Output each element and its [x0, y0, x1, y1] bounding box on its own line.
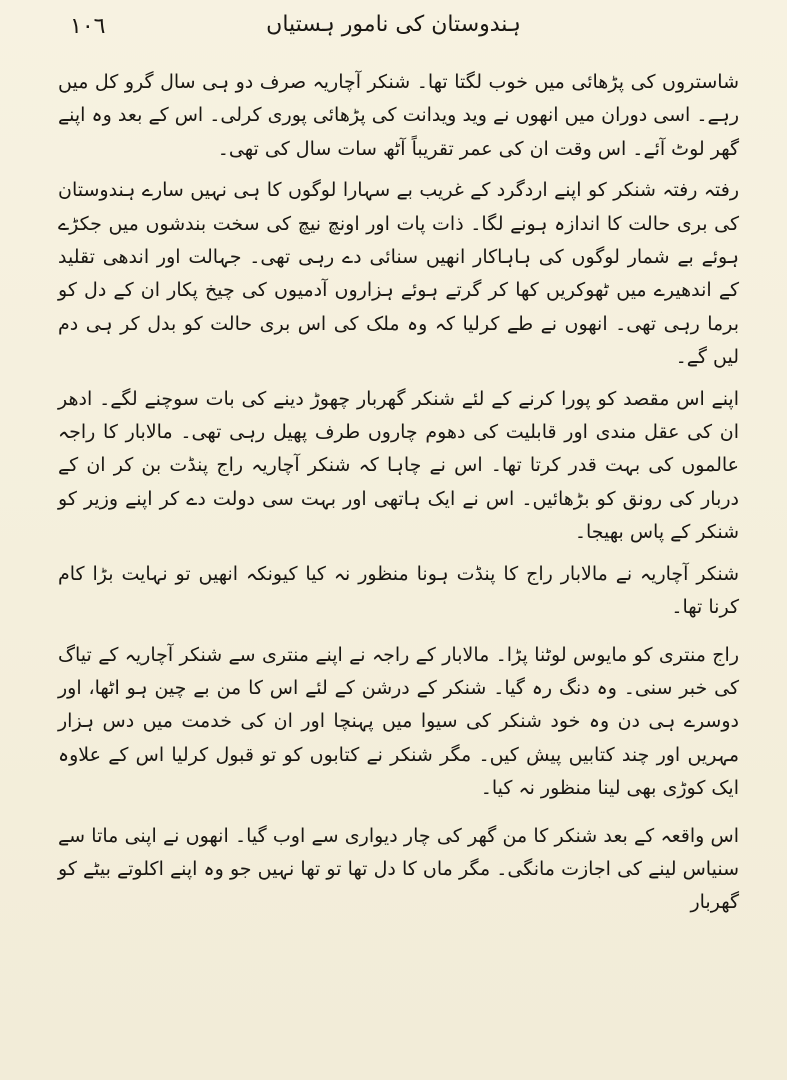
page-header — [40, 8, 747, 52]
paragraph: اپنے اس مقصد کو پورا کرنے کے لئے شنکر گھربار چھوڑ دینے کی بات سوچنے لگے۔ ادھر ان کی عقل مندی اور قابلیت کی دھوم چاروں طرف پھیل رہی تھی۔ مالابار کا راجہ عالموں کی بہت قدر کرتا تھا۔ اس نے چاہا کہ شنکر آچاریہ راج پنڈت بن کر ان کے دربار کی رونق کو بڑھائیں۔ اس نے ایک ہاتھی اور بہت سی دولت دے کر اپنے وزیر کو شنکر کے پاس بھیجا۔ — [58, 387, 739, 544]
paragraph: شاستروں کی پڑھائی میں خوب لگتا تھا۔ شنکر آچاریہ صرف دو ہی سال گرو کل میں رہے۔ اسی دوران میں انھوں نے وید ویدانت کی پڑھائی پوری کرلی۔ اس کے بعد وہ اپنے گھر لوٹ آئے۔ اس وقت ان کی عمر تقریباً آٹھ سات سال کی تھی۔ — [58, 71, 739, 160]
page-number: ١٠٦ — [70, 14, 106, 39]
body-text — [58, 66, 739, 926]
running-title: ہندوستان کی نامور ہستیاں — [266, 12, 521, 37]
paragraph: شنکر آچاریہ نے مالابار راج کا پنڈت ہونا منظور نہ کیا کیونکہ انھیں تو نہایت بڑا کام کرنا تھا۔ — [58, 562, 739, 619]
paragraph: راج منتری کو مایوس لوٹنا پڑا۔ مالابار کے راجہ نے اپنے منتری سے شنکر آچاریہ کے تیاگ کی خبر سنی۔ وہ دنگ رہ گیا۔ شنکر کے درشن کے لئے اس کا من بے چین ہو اٹھا، اور دوسرے ہی دن وہ خود شنکر کی سیوا میں پہنچا اور ان کی خدمت میں دس ہزار مہریں اور چند کتابیں پیش کیں۔ مگر شنکر نے کتابوں کو تو قبول کرلیا اس کے علاوہ ایک کوڑی بھی لینا منظور نہ کیا۔ — [58, 643, 739, 800]
paragraph: اس واقعہ کے بعد شنکر کا من گھر کی چار دیواری سے اوب گیا۔ انھوں نے اپنی ماتا سے سنیاس لینے کی اجازت مانگی۔ مگر ماں کا دل تھا تو تھا نہیں جو وہ اپنے اکلوتے بیٹے کو گھربار — [58, 824, 739, 914]
paragraph: رفتہ رفتہ شنکر کو اپنے اردگرد کے غریب بے سہارا لوگوں کا ہی نہیں سارے ہندوستان کی بری حالت کا اندازہ ہونے لگا۔ ذات پات اور اونچ نیچ کی سخت بندشوں میں جکڑے ہوئے بے شمار لوگوں کی ہاہاکار انھیں سنائی دے رہی تھی۔ جہالت اور اندھی تقلید کے اندھیرے میں ٹھوکریں کھا کر گرتے ہوئے ہزاروں آدمیوں کی چیخ پکار ان کے دل کو برما رہی تھی۔ انھوں نے طے کرلیا کہ وہ ملک کی اس بری حالت کو بدل کر ہی دم لیں گے۔ — [58, 179, 739, 369]
